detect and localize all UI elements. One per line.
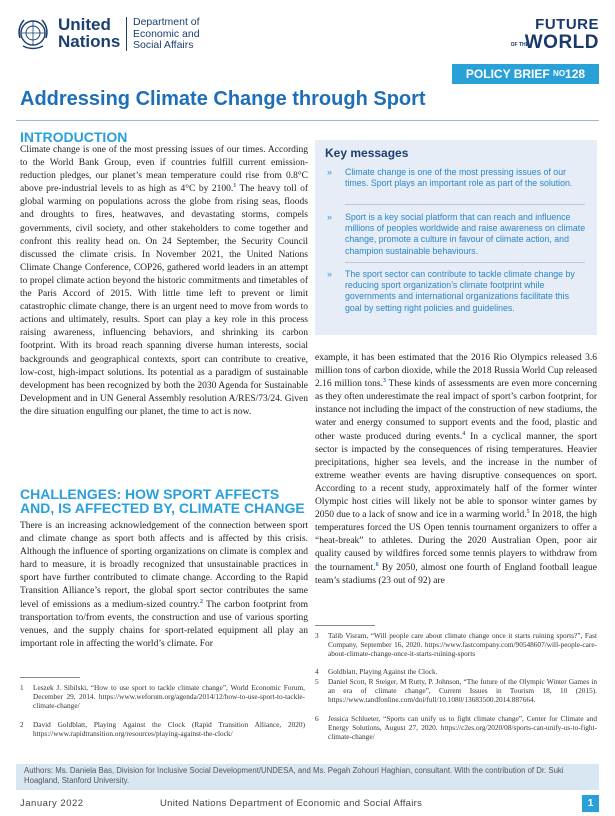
footer-organization: United Nations Department of Economic and Social Affairs <box>160 798 423 809</box>
footnote-ref-1: 1 <box>233 183 237 190</box>
department-line1: Department of <box>133 16 200 28</box>
introduction-text-b: The heavy toll of global warming on populations across the globe from rising seas, floods and droughts to fires, heatwaves, and devastating storms, compels governments, civil society, and other stakeholders to come together and confront this reality head on. On 24 September, the Security Council discussed the climate crisis. In November 2021, the United Nations Climate Change Conference, COP26, gathered world leaders in an attempt to propel climate action beyond the historic commitments and timetables of the Paris Accord of 2015. With little time left to prevent or limit catastrophic climate change, there is an urgent need to move from words to actions and ultimately, results. Sport can play a key role in this process raising awareness, influencing behaviors, and shrinking its carbon footprint. With its broad reach spanning diverse human interests, social backgrounds and geographical contexts, sport can contribute to creative, low-cost, high-impact solutions. Its potential as a paradigm of sustainable development has been recognized by both the 2030 Agenda for Sustainable Development and in UN General Assembly resolution A/RES/73/24. Given the dire situation engulfing our planet, the time to act is now. <box>20 184 308 417</box>
footnote <box>315 677 597 705</box>
right-text-2: These kinds of assessments are even more concerning as they often underestimate the real impact of sport’s carbon footprint, for instance not including the impact of the construction of new stadiums, the water and energy consumed to support events and the food, plastic and other waste produced during events. <box>315 379 597 442</box>
footnote-number: 2 <box>20 720 24 729</box>
footnote-number: 4 <box>315 667 319 676</box>
fotw-future-text: FUTURE <box>535 16 599 33</box>
policy-brief-label: POLICY BRIEF <box>465 67 550 81</box>
footnote-number: 1 <box>20 683 24 692</box>
footnote <box>315 631 597 659</box>
footnote-text: Daniel Scott, R Steiger, M Rutty, P. Johnson, “The future of the Olympic Winter Games in an era of climate change”, Current Issues in Tourism 18, 10 (2015). https://www.tandfonline.com/doi/full/10.1080/13683500.2014.887664. <box>328 677 597 705</box>
key-message-divider <box>345 262 585 263</box>
footnote <box>315 714 597 742</box>
un-emblem-icon <box>14 14 52 52</box>
policy-brief-number: 128 <box>565 67 586 81</box>
title-divider <box>16 120 599 121</box>
right-text-5: By 2050, almost one fourth of England football league team’s stadiums (23 out of 92) are <box>315 562 597 586</box>
challenges-heading: CHALLENGES: HOW SPORT AFFECTS AND, IS AFFECTED BY, CLIMATE CHANGE <box>20 486 305 516</box>
footnote-number: 3 <box>315 631 319 640</box>
chevron-right-icon: » <box>327 269 332 279</box>
key-message-text: Climate change is one of the most pressing issues of our times. Sport plays an important role as part of the solution. <box>345 167 573 189</box>
footnote-text: Talib Visram, “Will people care about climate change once it starts ruining sports?”, Fast Company, September 16, 2020. https://www.fastcompany.com/90548607/will-people-care-about-climate-change-once-it-starts-ruining-sports <box>328 631 597 659</box>
chevron-right-icon: » <box>327 167 332 177</box>
footnote-text: Jessica Schlueter, “Sports can unify us to fight climate change”, Center for Climate and Energy Solutions, August 27, 2020. https://c2es.org/2020/08/sports-can-unify-us-to-fight-climate-change/ <box>328 714 597 742</box>
policy-brief-no: NO <box>553 69 566 78</box>
footnote <box>20 683 305 711</box>
authors-text: Authors: Ms. Daniela Bas, Division for Inclusive Social Development/UNDESA, and Ms. Pegah Zohouri Haghian, consultant. With the contribution of Dr. Suki Hoagland, Stanford University. <box>24 766 564 785</box>
fotw-world-text: WORLD <box>524 32 599 53</box>
header-divider <box>126 17 127 51</box>
introduction-body <box>20 144 308 474</box>
page-number: 1 <box>582 795 599 812</box>
key-message-item <box>327 269 587 314</box>
right-text-3: In a cyclical manner, the sport sector is impacted by the consequences of rising temperatures. Heavier precipitations, higher sea levels, and the increase in the number of extreme weather events are having disruptive consequences on sport. According to a recent study, approximately half of the former winter Olympic host cities will likely not be able to sponsor winter games by 2050 due to a lack of snow and ice in a warming world. <box>315 431 597 521</box>
key-message-text: Sport is a key social platform that can reach and influence millions of peoples worldwide and raise awareness on climate change, promote a culture in favour of climate action, and champion sustainable behaviours. <box>345 212 586 256</box>
department-name <box>133 17 223 52</box>
footer-date: January 2022 <box>20 798 84 809</box>
key-message-divider <box>345 204 585 205</box>
footnote-ref-4: 4 <box>462 430 466 437</box>
un-wordmark <box>58 16 128 50</box>
key-message-item <box>327 212 587 257</box>
introduction-text-a: Climate change is one of the most pressing issues of our times. According to the World Bank Group, even if countries fulfill current emission-reduction pledges, our planet’s mean temperature could rise from 0.8°C above pre-industrial levels to as high as 4°C by 2100. <box>20 145 308 195</box>
key-message-item <box>327 167 587 189</box>
footnote <box>20 720 305 738</box>
footnote-ref-5: 5 <box>526 508 530 515</box>
future-of-the-world-logo <box>499 12 599 54</box>
right-text-1: example, it has been estimated that the 2016 Rio Olympics released 3.6 million tons of carbon dioxide, while the 2018 Russia World Cup released 2.16 million tons. <box>315 353 597 390</box>
key-messages-title: Key messages <box>325 146 409 160</box>
footnote-ref-2: 2 <box>199 598 203 605</box>
footnote-text: David Goldblatt, Playing Against the Clock (Rapid Transition Alliance, 2020) https://www.rapidtransition.org/resources/playing-against-the-clock/ <box>33 720 305 739</box>
footnote-divider <box>315 625 375 626</box>
department-line3: Social Affairs <box>133 39 194 51</box>
footnote-divider <box>20 677 80 678</box>
footnote-number: 6 <box>315 714 319 723</box>
challenges-body <box>20 520 308 672</box>
un-wordmark-line1: United <box>58 15 111 34</box>
challenges-text-a: There is an increasing acknowledgement of the connection between sport and climate change as sport both affects and is affected by this crisis. Although the influence of sporting organizations on climate is complex and hard to measure, it is broadly recognized that unsustainable practices in sport have further contributed to climate change. According to the Rapid Transition Alliance’s report, the global sport sector contributes the same level of emissions as a medium-sized country. <box>20 521 308 610</box>
department-line2: Economic and <box>133 27 200 40</box>
fotw-of-the-text: OF THE <box>510 42 529 48</box>
footnote <box>315 667 597 676</box>
footnote-text: Goldblatt, Playing Against the Clock. <box>328 667 438 676</box>
right-text-4: In 2018, the high temperatures forced the US Open tennis tournament organizers to offer a “heat-break” to athletes. During the 2020 Australian Open, poor air quality caused by wildfires forced some tennis players to withdraw from the tournament. <box>315 510 597 573</box>
key-message-text: The sport sector can contribute to tackle climate change by reducing sport organization’s climate footprint while governments and international organizations facilitate this goal by setting right policies and guidelines. <box>345 269 575 313</box>
footnote-ref-6: 6 <box>375 561 379 568</box>
footnote-ref-3: 3 <box>383 378 386 385</box>
challenges-text-b: The carbon footprint from transportation to/from events, the construction and use of various sporting venues, and the supply chains for sport-related equipment all play an important role in affecting the world’s climate. For <box>20 599 308 649</box>
un-wordmark-line2: Nations <box>58 32 121 51</box>
footnote-text: Leszek J. Sibilski, “How to use sport to tackle climate change”, World Economic Forum, December 29, 2014. https://www.weforum.org/agenda/2014/12/how-to-use-sport-to-tackle-climate-change/ <box>33 683 305 711</box>
right-column-body <box>315 352 597 624</box>
policy-brief-badge <box>452 64 599 84</box>
introduction-heading: INTRODUCTION <box>20 129 128 145</box>
footnote-number: 5 <box>315 677 319 686</box>
page-title: Addressing Climate Change through Sport <box>20 88 426 110</box>
chevron-right-icon: » <box>327 212 332 222</box>
